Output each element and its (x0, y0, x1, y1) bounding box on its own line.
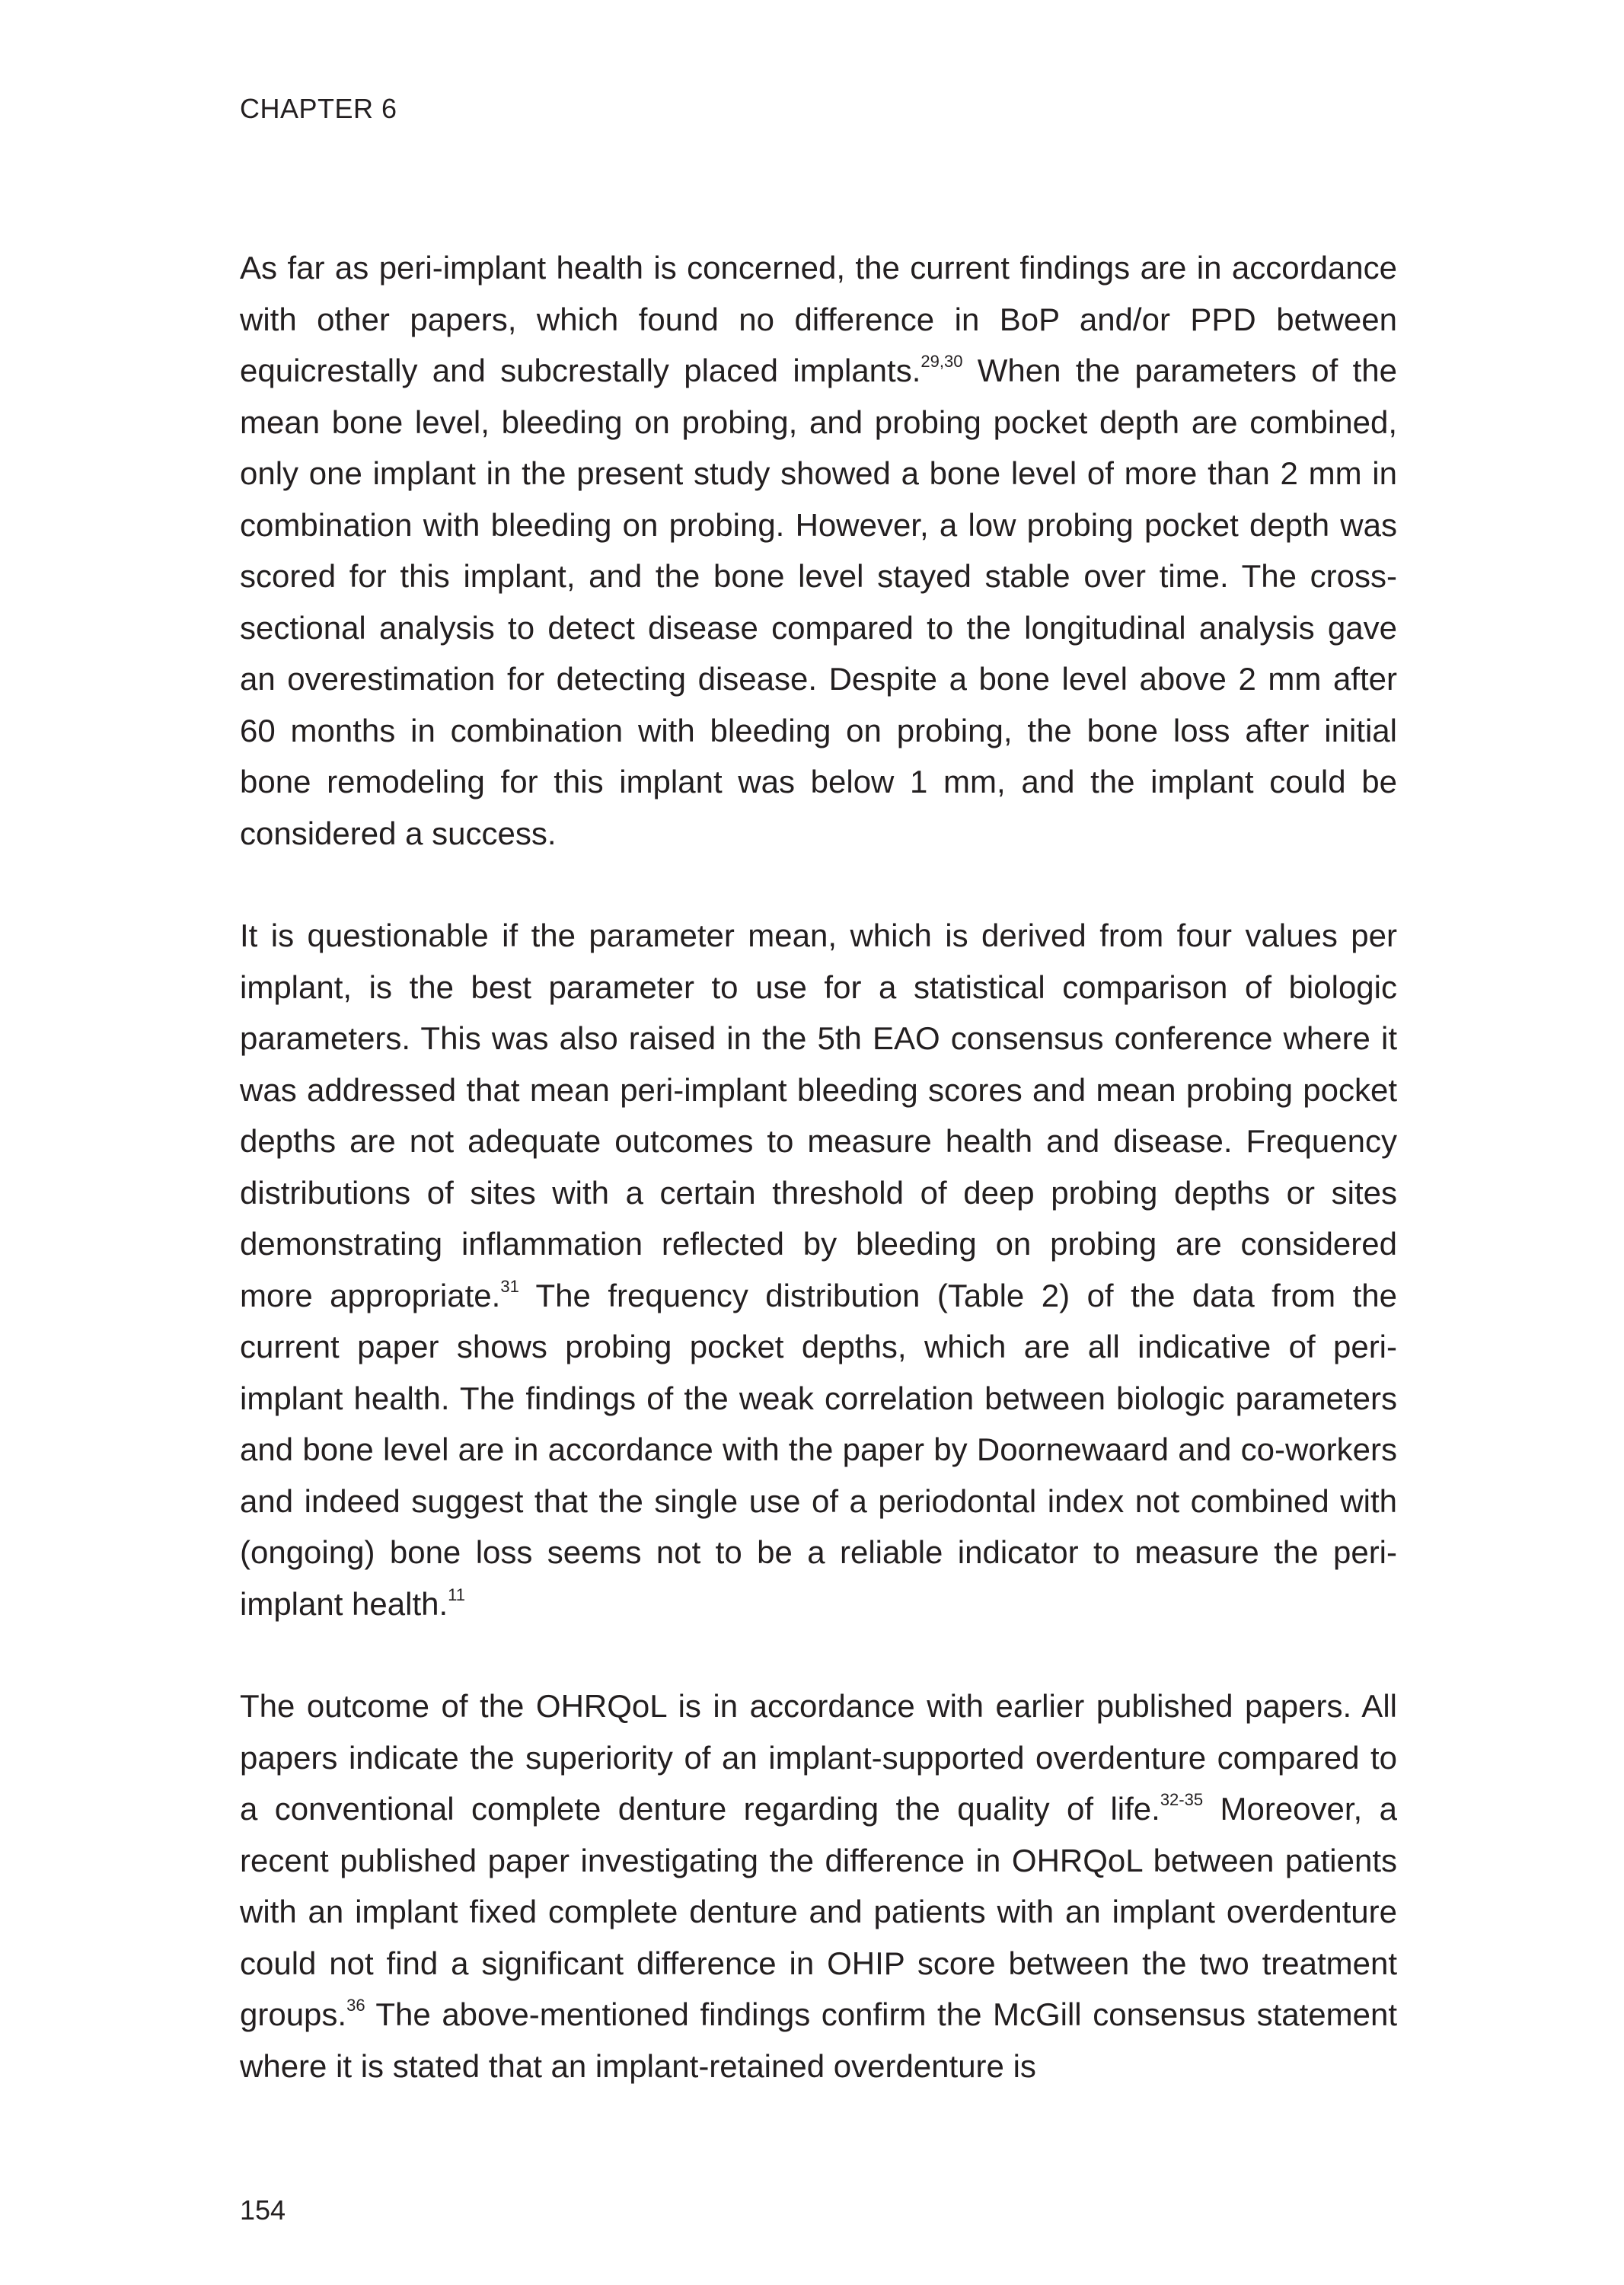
paragraph-text: As far as peri-implant health is concerned, the current findings are in accordance with other papers, which found no difference in BoP and/or PPD between equicrestally and subcrestally placed implants. (240, 250, 1397, 388)
citation-superscript: 11 (448, 1585, 466, 1604)
page-number: 154 (240, 2194, 286, 2226)
paragraph-text: Moreover, a recent published paper investigating the difference in OHRQoL between patients with an implant fixed complete denture and patients with an implant overdenture could not find a significant difference in OHIP score between the two treatment groups. (240, 1791, 1397, 2032)
paragraph-text: The above-mentioned findings confirm the McGill consensus statement where it is stated that an implant-retained overdenture is (240, 1996, 1397, 2084)
running-head: CHAPTER 6 (240, 93, 397, 124)
citation-superscript: 29,30 (920, 352, 963, 371)
citation-superscript: 32-35 (1160, 1790, 1204, 1809)
citation-superscript: 36 (346, 1996, 365, 2015)
paragraph-text: It is questionable if the parameter mean, which is derived from four values per implant, is the best parameter to use for a statistical comparison of biologic parameters. This was also raised in the 5th EAO consensus conference where it was addressed that mean peri-implant bleeding scores and mean probing pocket depths are not adequate outcomes to measure health and disease. Frequency distributions of sites with a certain threshold of deep probing depths or sites demonstrating inflammation reflected by bleeding on probing are considered more appropriate. (240, 918, 1397, 1313)
paragraph-3 (240, 1680, 1397, 2092)
paragraph-2 (240, 910, 1397, 1629)
paragraph-text: The outcome of the OHRQoL is in accordance with earlier published papers. All papers indicate the superiority of an implant-supported overdenture compared to a conventional complete denture regarding the quality of life. (240, 1688, 1397, 1827)
body-text (240, 242, 1397, 2143)
citation-superscript: 31 (500, 1276, 519, 1296)
paragraph-1 (240, 242, 1397, 859)
paragraph-text: The frequency distribution (Table 2) of the data from the current paper shows probing pocket depths, which are all indicative of peri-implant health. The findings of the weak correlation between biologic parameters and bone level are in accordance with the paper by Doornewaard and co-workers and indeed suggest that the single use of a periodontal index not combined with (ongoing) bone loss seems not to be a reliable indicator to measure the peri-implant health. (240, 1277, 1398, 1622)
paragraph-text: When the parameters of the mean bone level, bleeding on probing, and probing pocket depth are combined, only one implant in the present study showed a bone level of more than 2 mm in combination with bleeding on probing. However, a low probing pocket depth was scored for this implant, and the bone level stayed stable over time. The cross-sectional analysis to detect disease compared to the longitudinal analysis gave an overestimation for detecting disease. Despite a bone level above 2 mm after 60 months in combination with bleeding on probing, the bone loss after initial bone remodeling for this implant was below 1 mm, and the implant could be considered a success. (240, 353, 1397, 851)
